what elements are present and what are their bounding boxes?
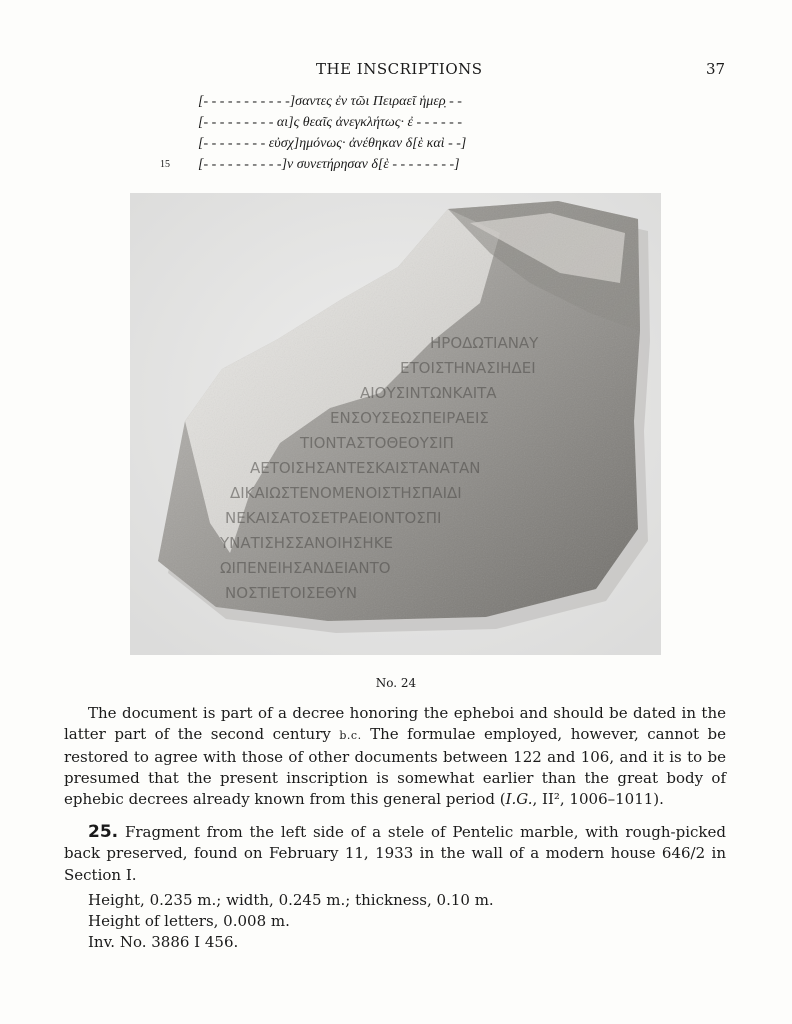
inscription-letters: ΔΙΚΑΙΩΣΤΕΝΟΜΕΝΟΙΣΤΗΣΠΑΙΔΙ bbox=[230, 484, 462, 502]
date-abbreviation: b.c. bbox=[339, 729, 362, 743]
entry-description-text: Fragment from the left side of a stele of Pentelic marble, with rough-picked back preserved, found on February 11, 1933 in the wall of a modern house 646/2 in Section I. bbox=[64, 823, 726, 884]
stone-fragment-photo bbox=[130, 193, 661, 655]
inscription-letters: ΕΤΟΙΣΤΗΝΑΣΙΗΔΕΙ bbox=[400, 359, 536, 377]
inscription-letters: ΩΙΠΕΝΕΙΗΣΑΝΔΕΙΑΝΤΟ bbox=[220, 559, 391, 577]
inscription-line bbox=[160, 94, 580, 115]
inscription-line bbox=[160, 115, 580, 136]
inventory-number: Inv. No. 3886 I 456. bbox=[88, 933, 239, 951]
inscription-line-text: [- - - - - - - - - - -]σαντες ἐν τῶι Πειραεῖ ἡμερ̣ - - bbox=[198, 94, 462, 109]
inscription-letters: ΑΕΤΟΙΣΗΣΑΝΤΕΣΚΑΙΣΤΑΝΑΤΑΝ bbox=[250, 459, 481, 477]
inscription-letters: ΑΙΟΥΣΙΝΤΩΝΚΑΙΤΑ bbox=[360, 384, 497, 402]
inscription-letters: ΤΙΟΝΤΑΣΤΟΘΕΟΥΣΙΠ bbox=[300, 434, 454, 452]
dimensions: Height, 0.235 m.; width, 0.245 m.; thickness, 0.10 m. bbox=[88, 891, 494, 909]
running-head bbox=[0, 60, 792, 80]
stone-fragment-illustration bbox=[130, 193, 661, 655]
inscription-text-block bbox=[160, 94, 580, 178]
inscription-line-text: [- - - - - - - - - -]ν συνετήρησαν δ[ὲ - - - - - - - -] bbox=[198, 157, 460, 172]
figure-caption: No. 24 bbox=[375, 676, 417, 690]
inscription-letters: ΗΡΟΔΩΤΙΑΝΑΥ bbox=[430, 334, 539, 352]
page-number: 37 bbox=[706, 60, 726, 78]
commentary-paragraph bbox=[64, 703, 726, 810]
commentary-text: The document is part of a decree honoring the epheboi and should be dated in the latter part of the second century bbox=[64, 704, 726, 744]
inscription-line bbox=[160, 157, 580, 178]
commentary-text: The formulae employed, however, cannot be restored to agree with those of other documents between 122 and 106, and it is to be presumed that the present inscription is somewhat earlier than the great body of ephebic decrees already known from this general period ( bbox=[64, 725, 726, 809]
entry-number: 25. bbox=[88, 822, 119, 842]
line-number: 15 bbox=[160, 159, 170, 170]
inscription-line bbox=[160, 136, 580, 157]
reference-details: , II², 1006–1011). bbox=[532, 790, 664, 809]
inscription-letters: ΥΝΑΤΙΣΗΣΣΑΝΟΙΗΣΗΚΕ bbox=[220, 534, 394, 552]
inscription-line-text: [- - - - - - - - εὐσχ]ημόνως· ἀνέθηκαν δ[ὲ καὶ - -] bbox=[198, 136, 467, 151]
running-title: THE INSCRIPTIONS bbox=[316, 60, 483, 78]
inscription-letters: ΕΝΣΟΥΣΕΩΣΠΕΙΡΑΕΙΣ bbox=[330, 409, 489, 427]
corpus-reference: I.G. bbox=[505, 790, 533, 809]
entry-description bbox=[64, 822, 726, 886]
inscription-letters: ΝΟΣΤΙΕΤΟΙΣΕΘΥΝ bbox=[225, 584, 358, 602]
letter-height: Height of letters, 0.008 m. bbox=[88, 912, 290, 930]
inscription-letters: ΝΕΚΑΙΣΑΤΟΣΕΤΡΑΕΙΟΝΤΟΣΠΙ bbox=[225, 509, 442, 527]
inscription-line-text: [- - - - - - - - - αι]ς θεαῖς ἀνεγκλήτως· ἐ - - - - - - bbox=[198, 115, 462, 130]
